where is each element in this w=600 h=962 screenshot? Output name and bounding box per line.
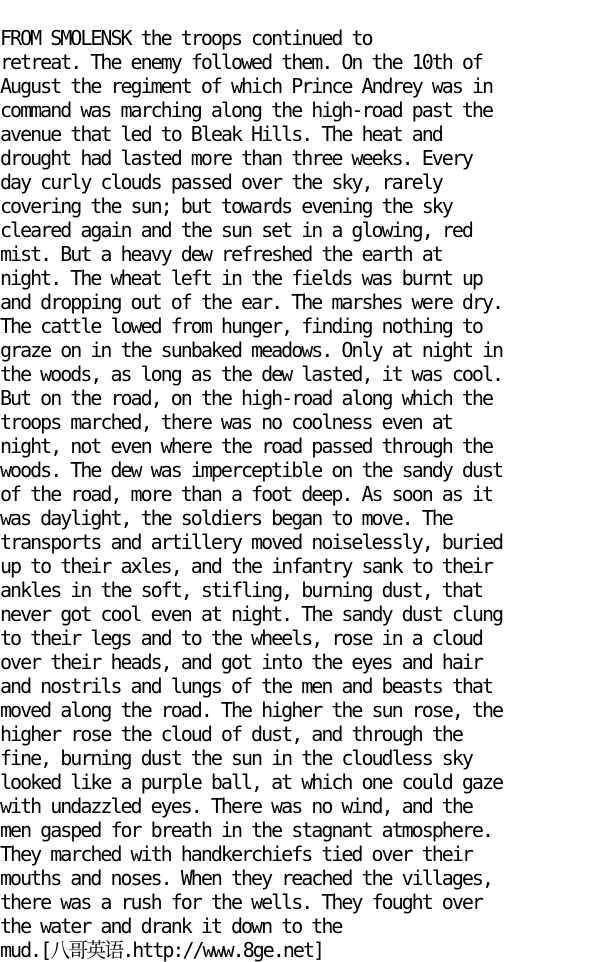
text-line: looked like a purple ball, at which one could gaze bbox=[0, 770, 503, 794]
text-line: They marched with handkerchiefs tied over their bbox=[0, 842, 472, 866]
text-line: the woods, as long as the dew lasted, it was cool. bbox=[0, 362, 503, 386]
text-line: retreat. The enemy followed them. On the 10th of bbox=[0, 50, 482, 74]
text-line: drought had lasted more than three weeks. Every bbox=[0, 146, 472, 170]
text-line: The cattle lowed from hunger, finding nothing to bbox=[0, 314, 482, 338]
text-line: graze on in the sunbaked meadows. Only at night in bbox=[0, 338, 503, 362]
text-line: of the road, more than a foot deep. As soon as it bbox=[0, 482, 493, 506]
text-line: men gasped for breath in the stagnant atmosphere. bbox=[0, 818, 493, 842]
text-line: day curly clouds passed over the sky, rarely bbox=[0, 170, 442, 194]
text-line: August the regiment of which Prince Andrey was in bbox=[0, 74, 493, 98]
text-line: the water and drank it down to the bbox=[0, 914, 342, 938]
text-line: moved along the road. The higher the sun rose, the bbox=[0, 698, 503, 722]
text-line: night. The wheat left in the fields was burnt up bbox=[0, 266, 482, 290]
text-line: avenue that led to Bleak Hills. The heat and bbox=[0, 122, 442, 146]
text-line: up to their axles, and the infantry sank to their bbox=[0, 554, 493, 578]
text-line: But on the road, on the high-road along which the bbox=[0, 386, 493, 410]
text-line: command was marching along the high-road past the bbox=[0, 98, 493, 122]
text-line: covering the sun; but towards evening the sky bbox=[0, 194, 452, 218]
text-line: fine, burning dust the sun in the cloudless sky bbox=[0, 746, 472, 770]
text-line: was daylight, the soldiers began to move. The bbox=[0, 506, 452, 530]
text-line: transports and artillery moved noiselessly, buried bbox=[0, 530, 503, 554]
text-line: and dropping out of the ear. The marshes were dry. bbox=[0, 290, 503, 314]
text-line: over their heads, and got into the eyes and hair bbox=[0, 650, 482, 674]
body-text bbox=[0, 26, 600, 962]
text-line: troops marched, there was no coolness even at bbox=[0, 410, 452, 434]
text-line: night, not even where the road passed through the bbox=[0, 434, 493, 458]
text-line: cleared again and the sun set in a glowing, red bbox=[0, 218, 472, 242]
text-line: woods. The dew was imperceptible on the sandy dust bbox=[0, 458, 503, 482]
text-line: to their legs and to the wheels, rose in a cloud bbox=[0, 626, 482, 650]
text-line: mist. But a heavy dew refreshed the earth at bbox=[0, 242, 442, 266]
text-line: FROM SMOLENSK the troops continued to bbox=[0, 26, 372, 50]
text-line: there was a rush for the wells. They fought over bbox=[0, 890, 482, 914]
text-line: ankles in the soft, stifling, burning dust, that bbox=[0, 578, 482, 602]
text-line: and nostrils and lungs of the men and beasts that bbox=[0, 674, 493, 698]
source-link-line: mud.[八哥英语.http://www.8ge.net] bbox=[0, 938, 324, 962]
text-line: higher rose the cloud of dust, and through the bbox=[0, 722, 462, 746]
text-line: never got cool even at night. The sandy dust clung bbox=[0, 602, 503, 626]
text-line: with undazzled eyes. There was no wind, and the bbox=[0, 794, 472, 818]
text-line: mouths and noses. When they reached the villages, bbox=[0, 866, 493, 890]
